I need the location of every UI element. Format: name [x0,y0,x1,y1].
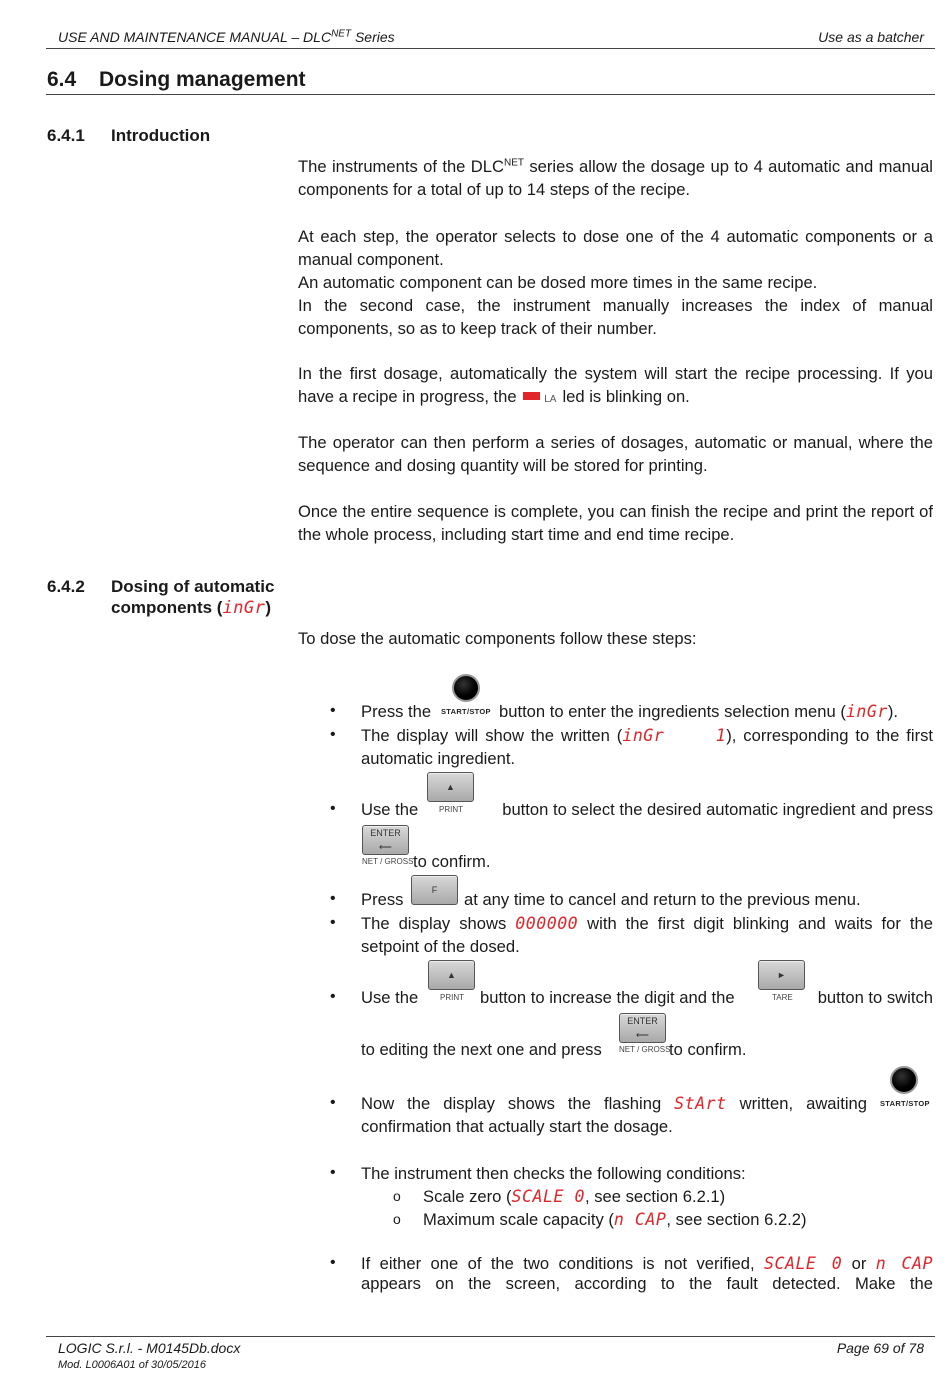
intro-paragraph-5: Once the entire sequence is complete, you can finish the recipe and print the report of the whole process, including start time and end time recipe. [298,502,933,544]
step-9-text-line2: appears on the screen, according to the fault detected. Make the [361,1274,933,1293]
start-stop-knob-icon[interactable] [452,674,480,702]
step-6-text-line2-end: to confirm. [669,1040,747,1059]
section-title: Dosing management [99,68,306,91]
step-6-text-c: button to switch [817,988,933,1007]
bullet-symbol: • [330,800,336,817]
footer-document: LOGIC S.r.l. - M0145Db.docx [58,1340,241,1356]
step-2-text-line2: automatic ingredient. [361,749,516,768]
section-rule [46,94,935,95]
header-rule [46,48,935,49]
net-gross-key-label: NET / GROSS [619,1045,671,1054]
footer-rule [46,1336,935,1337]
bullet-symbol: • [330,702,336,719]
print-key-label: PRINT [440,993,464,1002]
enter-key-icon[interactable]: ENTER ⟵ [362,825,409,855]
step-1-text-b: button to enter the ingredients selection menu (inGr). [499,702,898,721]
header-section: Use as a batcher [818,29,924,45]
tare-key-label: TARE [772,993,793,1002]
step-3-text-a: Use the [361,800,419,819]
intro-number: 6.4.1 [47,126,85,145]
step-3-text-b: button to select the desired automatic ingredient and press [502,800,933,819]
step-5-text-line2: setpoint of the dosed. [361,937,520,956]
bullet-symbol: • [330,726,336,743]
step-4-text-a: Press [361,890,404,909]
step-7-text-line2: confirmation that actually start the dosage. [361,1117,673,1136]
step-6-text-b: button to increase the digit and the [480,988,735,1007]
step-6-text-a: Use the [361,988,419,1007]
dosing-lead: To dose the automatic components follow these steps: [298,629,697,648]
bullet-symbol: • [330,1164,336,1181]
up-arrow-key-icon[interactable]: ▲ [428,960,475,990]
step-7-text: Now the display shows the flashing StArt written, awaiting [361,1094,867,1113]
start-stop-key-label: START/STOP [880,1099,930,1108]
net-gross-key-label: NET / GROSS [362,857,414,866]
header-title: USE AND MAINTENANCE MANUAL – $DLC^{NET}$ Series [58,28,395,45]
step-3-text-line2: to confirm. [413,852,491,871]
step-6-text-line2: to editing the next one and press [361,1040,602,1059]
bullet-symbol: • [330,890,336,907]
step-8-text: The instrument then checks the following conditions: [361,1164,746,1183]
bullet-symbol: • [330,1094,336,1111]
footer-page-number: Page 69 of 78 [836,1340,924,1356]
start-stop-knob-icon[interactable] [890,1066,918,1094]
dosing-title-line2: components (inGr) [111,598,272,618]
sub-bullet-symbol: o [393,1211,401,1227]
right-arrow-key-icon[interactable]: ► [758,960,805,990]
dosing-number: 6.4.2 [47,577,85,596]
print-key-label: PRINT [439,805,463,814]
intro-paragraph-3: In the first dosage, automatically the system will start the recipe processing. If you have a recipe in progress, the LA led is blinking on. [298,364,933,406]
up-arrow-key-icon[interactable]: ▲ [427,772,474,802]
sub-bullet-symbol: o [393,1188,401,1204]
footer-mod: Mod. L0006A01 of 30/05/2016 [58,1359,207,1371]
dosing-title-line1: Dosing of automatic [111,577,275,596]
bullet-symbol: • [330,988,336,1005]
start-stop-key-label: START/STOP [441,707,491,716]
bullet-symbol: • [330,1254,336,1271]
f-key-icon[interactable]: F [411,875,458,905]
intro-title: Introduction [111,126,211,145]
intro-paragraph-2: At each step, the operator selects to dose one of the 4 automatic components or a manual component. An automatic component can be dosed more times in the same recipe. In the second case, the instrument manually increases the index of manual components, so as to keep track of their number. [298,227,933,338]
la-led-icon [523,392,540,400]
section-number: 6.4 [47,68,77,91]
condition-max-capacity: Maximum scale capacity (n CAP, see section 6.2.2) [423,1210,807,1229]
step-5-text: The display shows 000000 with the first digit blinking and waits for the [361,914,933,933]
step-1-text-a: Press the [361,702,432,721]
bullet-symbol: • [330,914,336,931]
condition-scale-zero: Scale zero (SCALE 0, see section 6.2.1) [423,1187,726,1206]
step-9-text: If either one of the two conditions is not verified, SCALE 0 or n CAP [361,1254,933,1273]
enter-key-icon[interactable]: ENTER ⟵ [619,1013,666,1043]
intro-paragraph-4: The operator can then perform a series of dosages, automatic or manual, where the sequence and dosing quantity will be stored for printing. [298,433,933,475]
step-4-text-b: at any time to cancel and return to the previous menu. [464,890,861,909]
la-led-label: LA [544,394,557,405]
intro-paragraph-1: The instruments of the $DLC^{NET}$ series allow the dosage up to 4 automatic and manual components for a total of up to 14 steps of the recipe. [298,157,933,199]
step-2-text: The display will show the written (inGr 1), corresponding to the first [361,726,934,745]
